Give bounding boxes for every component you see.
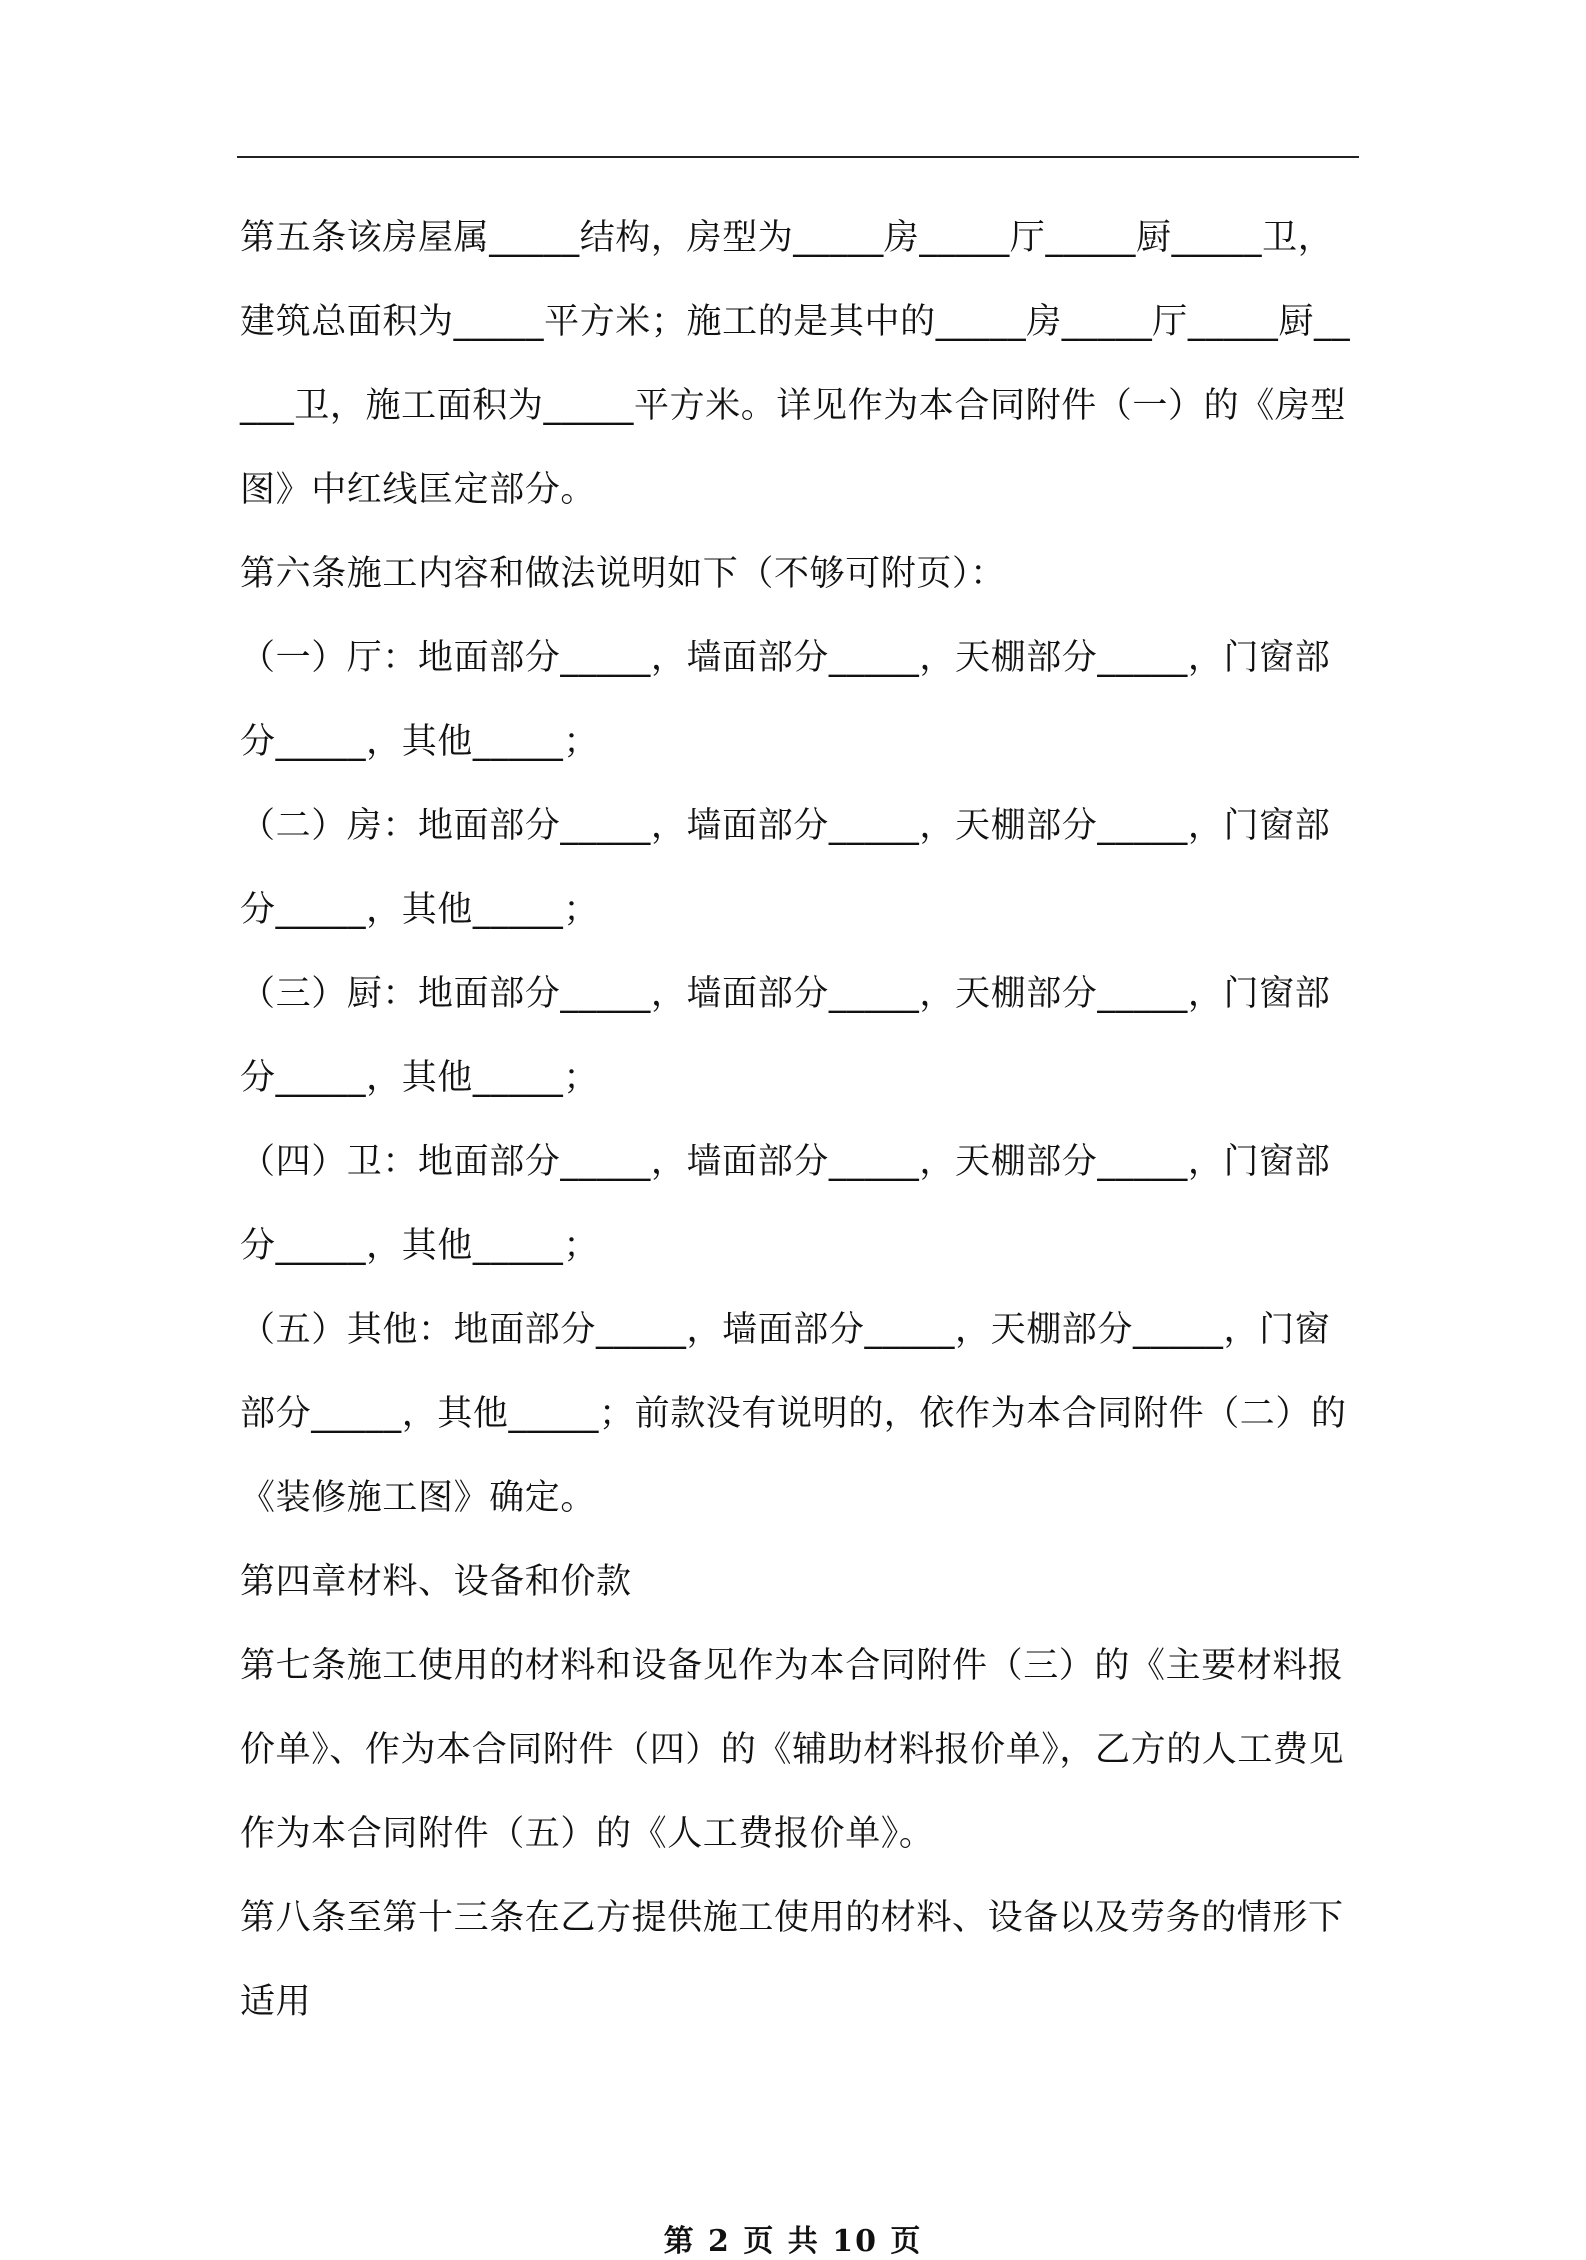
item-room-paragraph: （二）房：地面部分_____，墙面部分_____，天棚部分_____，门窗部分_____，其他_____； — [240, 806, 1331, 930]
item-other-paragraph: （五）其他：地面部分_____，墙面部分_____，天棚部分_____，门窗部分_____，其他_____；前款没有说明的，依作为本合同附件（二）的《装修施工图》确定。 — [240, 1310, 1347, 1518]
article-8-paragraph: 第八条至第十三条在乙方提供施工使用的材料、设备以及劳务的情形下适用 — [240, 1898, 1344, 2022]
chapter-4-heading: 第四章材料、设备和价款 — [240, 1562, 632, 1602]
item-hall-paragraph: （一）厅：地面部分_____，墙面部分_____，天棚部分_____，门窗部分_____，其他_____； — [240, 638, 1331, 762]
item-kitchen-paragraph: （三）厨：地面部分_____，墙面部分_____，天棚部分_____，门窗部分_____，其他_____； — [240, 974, 1331, 1098]
item-bathroom-paragraph: （四）卫：地面部分_____，墙面部分_____，天棚部分_____，门窗部分_____，其他_____； — [240, 1142, 1331, 1266]
page-number: 第 2 页 共 10 页 — [663, 2224, 923, 2259]
header-rule — [237, 156, 1359, 158]
article-7-paragraph: 第七条施工使用的材料和设备见作为本合同附件（三）的《主要材料报价单》、作为本合同附件（四）的《辅助材料报价单》，乙方的人工费见作为本合同附件（五）的《人工费报价单》。 — [240, 1646, 1345, 1854]
article-6-paragraph: 第六条施工内容和做法说明如下（不够可附页）： — [240, 554, 1006, 594]
article-5-paragraph: 第五条该房屋属_____结构，房型为_____房_____厅_____厨_____卫，建筑总面积为_____平方米；施工的是其中的_____房_____厅_____厨_____卫，施工面积为_____平方米。详见作为本合同附件（一）的《房型图》中红线匡定部分。 — [240, 218, 1351, 510]
document-body — [240, 196, 1360, 2044]
